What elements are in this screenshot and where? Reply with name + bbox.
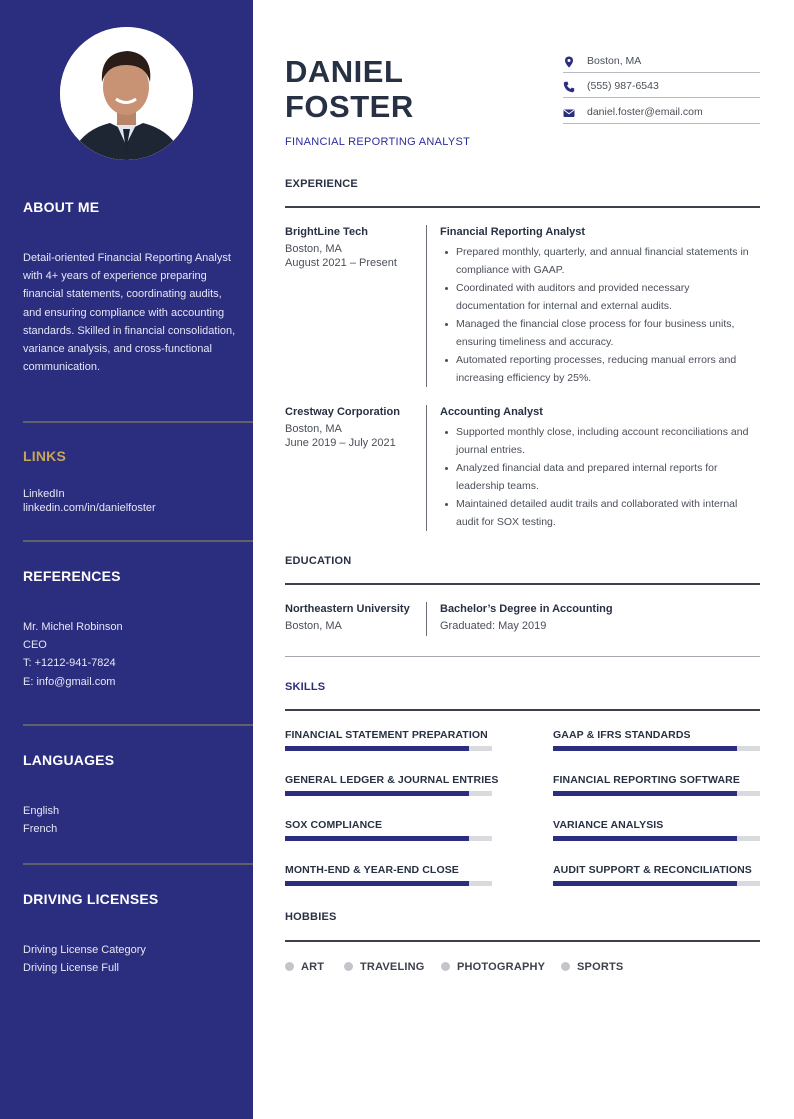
timeline-line xyxy=(426,602,427,636)
sidebar-divider xyxy=(23,540,253,542)
email-text[interactable]: daniel.foster@email.com xyxy=(587,106,703,118)
hobby-label: PHOTOGRAPHY xyxy=(457,961,546,973)
languages-section xyxy=(23,752,238,768)
skill-level-fill xyxy=(553,746,737,751)
skills-heading: SKILLS xyxy=(285,681,326,693)
job-bullet: Managed the financial close process for four business units, ensuring timeliness and accuracy. xyxy=(440,315,760,351)
link-label: LinkedIn xyxy=(23,488,65,500)
references-heading: REFERENCES xyxy=(23,568,121,584)
skill-bar xyxy=(285,746,492,751)
skill-name: VARIANCE ANALYSIS xyxy=(553,819,664,831)
skill-bar xyxy=(553,836,760,841)
job-bullet: Prepared monthly, quarterly, and annual financial statements in compliance with GAAP. xyxy=(440,243,760,279)
reference-name: Mr. Michel Robinson xyxy=(23,621,123,633)
phone-icon xyxy=(563,80,575,92)
skill-name: FINANCIAL STATEMENT PREPARATION xyxy=(285,729,488,741)
licenses-section xyxy=(23,891,238,907)
languages-heading: LANGUAGES xyxy=(23,752,115,768)
licenses-body xyxy=(23,941,238,977)
candidate-name xyxy=(285,54,414,124)
education-details xyxy=(440,603,760,634)
skill-bar xyxy=(553,881,760,886)
skill-item xyxy=(553,729,760,741)
job-role: Accounting Analyst xyxy=(440,406,543,418)
reference-email: E: info@gmail.com xyxy=(23,675,116,688)
company-name: Crestway Corporation xyxy=(285,406,400,418)
job-bullet: Analyzed financial data and prepared internal reports for leadership teams. xyxy=(440,459,760,495)
education-heading: EDUCATION xyxy=(285,555,352,567)
license-item: Driving License Full xyxy=(23,962,119,975)
hobby-label: ART xyxy=(301,961,325,973)
skill-item xyxy=(553,864,760,876)
section-rule xyxy=(285,940,760,942)
school-location: Boston, MA xyxy=(285,620,342,632)
bullet-dot-icon xyxy=(561,962,570,971)
skill-name: SOX COMPLIANCE xyxy=(285,819,383,831)
licenses-heading: DRIVING LICENSES xyxy=(23,891,159,907)
skill-level-fill xyxy=(285,836,469,841)
links-heading: LINKS xyxy=(23,448,66,464)
bullet-dot-icon xyxy=(285,962,294,971)
skill-level-fill xyxy=(285,791,469,796)
contact-phone xyxy=(563,80,760,98)
job-title: FINANCIAL REPORTING ANALYST xyxy=(285,136,471,148)
skill-name: GENERAL LEDGER & JOURNAL ENTRIES xyxy=(285,774,499,786)
skill-item xyxy=(553,819,760,831)
skill-name: MONTH-END & YEAR-END CLOSE xyxy=(285,864,459,876)
first-name: DANIEL xyxy=(285,54,404,89)
sidebar-divider xyxy=(23,724,253,726)
job-bullet: Maintained detailed audit trails and collaborated with internal audit for SOX testing. xyxy=(440,495,760,531)
section-rule xyxy=(285,206,760,208)
phone-text[interactable]: (555) 987-6543 xyxy=(587,80,659,92)
links-body xyxy=(23,488,238,515)
skill-level-fill xyxy=(553,836,737,841)
skill-item xyxy=(285,864,492,876)
skill-name: FINANCIAL REPORTING SOFTWARE xyxy=(553,774,740,786)
education-meta xyxy=(285,603,420,634)
hobby-label: SPORTS xyxy=(577,961,624,973)
job-details xyxy=(440,226,760,387)
skill-bar xyxy=(285,881,492,886)
about-heading: ABOUT ME xyxy=(23,199,100,215)
license-item: Driving License Category xyxy=(23,944,146,956)
skill-level-fill xyxy=(285,746,469,751)
skill-name: GAAP & IFRS STANDARDS xyxy=(553,729,691,741)
job-meta xyxy=(285,226,420,270)
graduation-date: Graduated: May 2019 xyxy=(440,620,547,632)
about-section xyxy=(23,199,238,215)
job-dates: June 2019 – July 2021 xyxy=(285,436,396,449)
hobbies-heading: HOBBIES xyxy=(285,911,337,923)
about-text: Detail-oriented Financial Reporting Analyst with 4+ years of experience preparing financial statements, coordinating audits, and ensuring compliance with accounting standards. Skilled in financial consolidation, variance analysis, and cross-functional communication. xyxy=(23,252,236,374)
skill-item xyxy=(285,819,492,831)
timeline-line xyxy=(426,405,427,531)
bullet-dot-icon xyxy=(344,962,353,971)
sidebar-divider xyxy=(23,863,253,865)
linkedin-link[interactable]: linkedin.com/in/danielfoster xyxy=(23,501,156,514)
language-item: English xyxy=(23,805,60,817)
language-item: French xyxy=(23,823,58,836)
job-dates: August 2021 – Present xyxy=(285,256,397,269)
reference-position: CEO xyxy=(23,639,47,652)
school-name: Northeastern University xyxy=(285,603,410,615)
section-divider xyxy=(285,656,760,657)
timeline-line xyxy=(426,225,427,387)
job-details xyxy=(440,406,760,531)
location-text: Boston, MA xyxy=(587,55,642,67)
experience-heading: EXPERIENCE xyxy=(285,178,358,190)
job-location: Boston, MA xyxy=(285,243,342,255)
skill-item xyxy=(285,774,499,786)
job-role: Financial Reporting Analyst xyxy=(440,226,586,238)
mail-icon xyxy=(563,106,575,118)
map-pin-icon xyxy=(563,55,575,67)
sidebar xyxy=(0,0,253,1119)
skill-bar xyxy=(285,791,492,796)
job-bullets xyxy=(440,423,760,531)
job-bullet: Automated reporting processes, reducing manual errors and increasing efficiency by 25%. xyxy=(440,351,760,387)
section-rule xyxy=(285,583,760,585)
skill-level-fill xyxy=(553,791,737,796)
skill-item xyxy=(285,729,492,741)
job-bullet: Supported monthly close, including account reconciliations and journal entries. xyxy=(440,423,760,459)
hobby-label: TRAVELING xyxy=(360,961,425,973)
job-location: Boston, MA xyxy=(285,423,342,435)
skill-bar xyxy=(553,791,760,796)
last-name: FOSTER xyxy=(285,89,414,124)
contact-location xyxy=(563,55,760,73)
links-section xyxy=(23,448,238,464)
reference-phone: T: +1212-941-7824 xyxy=(23,657,116,670)
section-rule xyxy=(285,709,760,711)
sidebar-divider xyxy=(23,421,253,423)
contact-email xyxy=(563,106,760,124)
job-bullet: Coordinated with auditors and provided necessary documentation for internal and external audits. xyxy=(440,279,760,315)
skill-bar xyxy=(553,746,760,751)
skill-bar xyxy=(285,836,492,841)
skill-level-fill xyxy=(553,881,737,886)
skill-level-fill xyxy=(285,881,469,886)
job-bullets xyxy=(440,243,760,387)
references-section xyxy=(23,568,238,584)
degree-name: Bachelor’s Degree in Accounting xyxy=(440,603,613,615)
skill-name: AUDIT SUPPORT & RECONCILIATIONS xyxy=(553,864,752,876)
about-body xyxy=(23,249,238,376)
company-name: BrightLine Tech xyxy=(285,226,368,238)
skill-item xyxy=(553,774,760,786)
references-body xyxy=(23,618,238,691)
languages-body xyxy=(23,802,238,838)
job-meta xyxy=(285,406,420,450)
profile-photo xyxy=(60,27,193,160)
bullet-dot-icon xyxy=(441,962,450,971)
